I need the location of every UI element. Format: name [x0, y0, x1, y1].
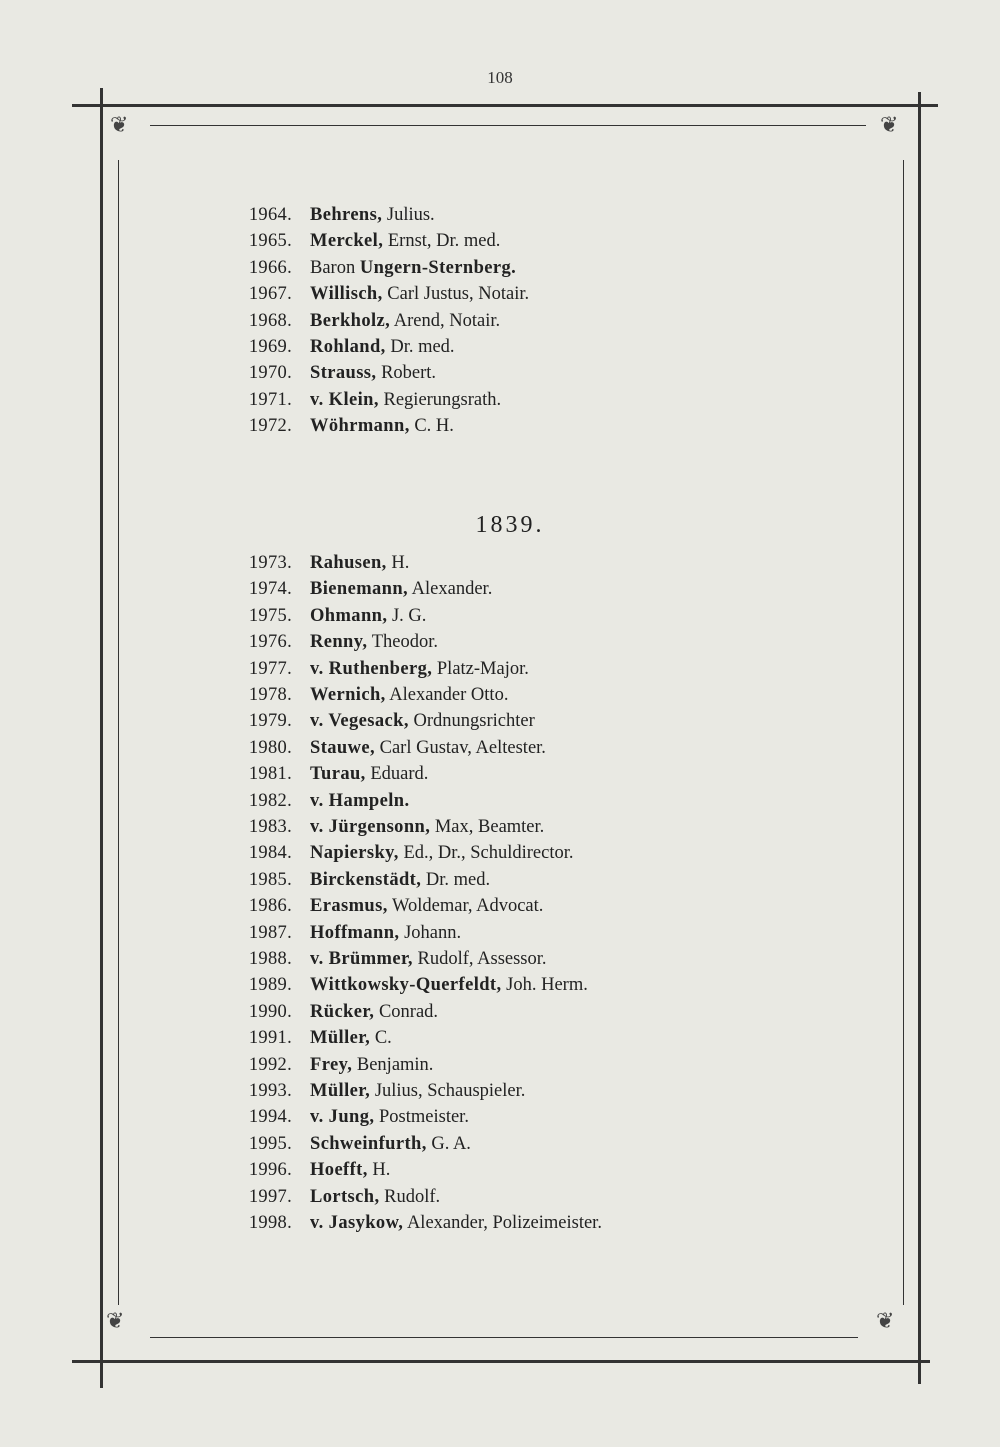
list-item [0, 870, 1000, 896]
entry-details: Conrad. [374, 1001, 439, 1022]
list-item [0, 1107, 1000, 1133]
entry-text [310, 1002, 438, 1023]
entry-text [310, 205, 435, 226]
entry-number: 1978. [248, 685, 292, 705]
list-item [0, 632, 1000, 658]
entry-details: Theodor. [367, 632, 438, 653]
entry-name: Napiersky, [310, 843, 399, 864]
corner-ornament-bottom-left: ❦ [106, 1308, 125, 1333]
entry-text [310, 363, 436, 384]
entry-text [310, 1187, 440, 1208]
year-heading: 1839. [475, 512, 545, 538]
entry-details: Rudolf. [379, 1186, 441, 1207]
entry-details: Julius, Schauspieler. [370, 1081, 526, 1101]
entry-text [310, 923, 461, 944]
entry-details: Benjamin. [352, 1054, 434, 1075]
entry-text [310, 1055, 433, 1076]
list-item [0, 363, 1000, 389]
entry-text [310, 1213, 602, 1234]
entry-number: 1972. [248, 416, 292, 437]
entry-details: Dr. med. [385, 337, 455, 357]
entry-number: 1967. [248, 284, 292, 305]
entry-text [310, 1081, 525, 1102]
entry-number: 1992. [248, 1054, 292, 1075]
entry-name: v. Hampeln. [310, 790, 410, 811]
entry-text [310, 1134, 471, 1155]
entry-details: J. G. [387, 605, 427, 626]
list-item [0, 659, 1000, 685]
entry-details: Carl Gustav, Aeltester. [375, 737, 546, 758]
list-item [0, 975, 1000, 1001]
entry-number: 1975. [248, 605, 292, 626]
entry-name: Birckenstädt, [310, 869, 422, 890]
entry-text [310, 896, 543, 917]
entry-number: 1994. [248, 1107, 292, 1128]
entry-text [310, 817, 544, 838]
entry-details: Johann. [399, 922, 462, 943]
entry-text [310, 311, 500, 332]
list-item [0, 791, 1000, 817]
entry-name: v. Klein, [310, 389, 379, 410]
entry-details: Platz-Major. [432, 658, 529, 679]
entry-number: 1970. [248, 363, 292, 384]
entry-number: 1981. [248, 764, 292, 785]
entry-number: 1998. [248, 1213, 292, 1233]
entry-name: v. Jasykow, [310, 1213, 404, 1233]
entry-name: Wöhrmann, [310, 416, 410, 437]
list-item [0, 606, 1000, 632]
entry-number: 1989. [248, 975, 292, 996]
entry-details: Regierungsrath. [378, 389, 502, 410]
corner-ornament-bottom-right: ❦ [876, 1308, 895, 1333]
entry-text [310, 284, 529, 305]
entry-name: Müller, [310, 1028, 371, 1049]
entry-details: Ordnungsrichter [408, 711, 535, 732]
entry-details: C. [370, 1028, 392, 1049]
list-item [0, 284, 1000, 310]
entry-name: Frey, [310, 1054, 353, 1075]
entry-name: v. Vegesack, [310, 711, 409, 732]
page-number: 108 [487, 68, 513, 87]
entry-number: 1988. [248, 949, 292, 969]
entry-name: Schweinfurth, [310, 1133, 427, 1154]
entry-details: Carl Justus, Notair. [382, 284, 530, 305]
entry-number: 1990. [248, 1001, 292, 1022]
entry-prefix: Baron [310, 257, 360, 278]
list-item [0, 1134, 1000, 1160]
entry-details: Joh. Herm. [501, 975, 588, 996]
entry-name: Stauwe, [310, 737, 375, 758]
entry-text [310, 975, 588, 996]
entry-details: Max, Beamter. [430, 817, 545, 837]
entry-name: Müller, [310, 1081, 371, 1101]
entry-name: Wittkowsky-Querfeldt, [310, 975, 502, 996]
entry-details: Postmeister. [374, 1107, 469, 1128]
entry-number: 1977. [248, 658, 292, 679]
list-item [0, 923, 1000, 949]
entry-name: v. Brümmer, [310, 949, 413, 969]
entry-details: Ernst, Dr. med. [383, 231, 501, 252]
entry-name: Lortsch, [310, 1186, 380, 1207]
entry-details: Robert. [376, 363, 437, 384]
entry-text [310, 949, 547, 970]
entry-number: 1979. [248, 711, 292, 732]
entry-details: Dr. med. [421, 869, 491, 890]
entry-details: Arend, Notair. [390, 310, 501, 331]
list-item [0, 553, 1000, 579]
entry-text [310, 337, 455, 358]
entry-details: Ed., Dr., Schuldirector. [398, 843, 574, 864]
entry-number: 1991. [248, 1028, 292, 1049]
entry-text [310, 579, 492, 600]
entry-name: v. Jürgensonn, [310, 817, 431, 837]
entry-details: G. A. [426, 1133, 471, 1154]
entry-details: H. [386, 553, 410, 573]
frame-top-inner [150, 125, 866, 126]
entry-text [310, 659, 529, 680]
entry-number: 1973. [248, 553, 292, 573]
entry-number: 1971. [248, 389, 292, 410]
corner-ornament-top-left: ❦ [110, 112, 129, 137]
list-item [0, 949, 1000, 975]
entry-name: Willisch, [310, 284, 383, 305]
entry-details: Julius. [382, 205, 435, 225]
entry-number: 1980. [248, 737, 292, 758]
entry-text [310, 390, 501, 411]
entry-text [310, 231, 500, 252]
entry-name: Hoefft, [310, 1160, 368, 1181]
entry-name: Rücker, [310, 1001, 375, 1022]
entry-name: Rahusen, [310, 553, 387, 573]
list-item [0, 337, 1000, 363]
entry-name: Bienemann, [310, 579, 409, 600]
entry-text [310, 258, 516, 279]
list-item [0, 1028, 1000, 1054]
entry-name: Merckel, [310, 231, 384, 252]
frame-top-outer [72, 104, 938, 107]
list-item [0, 231, 1000, 257]
list-item [0, 896, 1000, 922]
entry-name: Erasmus, [310, 896, 388, 917]
list-item [0, 579, 1000, 605]
entry-details: C. H. [409, 416, 454, 437]
list-item [0, 416, 1000, 442]
entry-details: Rudolf, Assessor. [412, 949, 547, 969]
entry-text [310, 553, 409, 574]
list-item [0, 1081, 1000, 1107]
entry-text [310, 791, 409, 812]
corner-ornament-top-right: ❦ [880, 112, 899, 137]
entry-number: 1968. [248, 310, 292, 331]
entry-text [310, 843, 574, 864]
entry-details: Eduard. [365, 764, 429, 785]
list-item [0, 685, 1000, 711]
entry-text [310, 1160, 390, 1181]
entry-name: v. Jung, [310, 1107, 375, 1128]
list-item [0, 817, 1000, 843]
entry-name: Wernich, [310, 685, 386, 705]
entry-text [310, 1107, 469, 1128]
entry-number: 1983. [248, 817, 292, 837]
entry-text [310, 764, 428, 785]
entry-name: Rohland, [310, 337, 386, 357]
list-item [0, 1002, 1000, 1028]
list-item [0, 1213, 1000, 1239]
entry-number: 1986. [248, 896, 292, 917]
frame-bottom-outer [72, 1360, 930, 1363]
entry-name: Strauss, [310, 363, 377, 384]
entry-details: Alexander, Polizeimeister. [403, 1213, 602, 1233]
list-item [0, 205, 1000, 231]
entry-text [310, 870, 490, 891]
list-item [0, 764, 1000, 790]
entry-number: 1982. [248, 790, 292, 811]
entry-details: Alexander Otto. [385, 685, 509, 705]
entry-number: 1995. [248, 1133, 292, 1154]
entry-number: 1987. [248, 922, 292, 943]
entry-number: 1974. [248, 579, 292, 600]
entry-text [310, 685, 508, 706]
entry-number: 1984. [248, 843, 292, 864]
entry-text [310, 632, 438, 653]
entry-number: 1965. [248, 231, 292, 252]
entry-details: Alexander. [408, 579, 493, 600]
entry-name: Ungern-Sternberg. [359, 257, 517, 278]
entry-number: 1976. [248, 632, 292, 653]
entry-name: Renny, [310, 632, 368, 653]
entry-details: Woldemar, Advocat. [387, 896, 544, 917]
frame-bottom-inner [150, 1337, 858, 1338]
entry-text [310, 1028, 392, 1049]
list-item [0, 1055, 1000, 1081]
entry-name: v. Ruthenberg, [310, 658, 433, 679]
list-item [0, 390, 1000, 416]
entry-details: H. [367, 1160, 391, 1181]
list-item [0, 843, 1000, 869]
entry-text [310, 416, 454, 437]
list-item [0, 1160, 1000, 1186]
list-item [0, 738, 1000, 764]
entry-name: Behrens, [310, 205, 383, 225]
entry-name: Berkholz, [310, 310, 391, 331]
list-item [0, 258, 1000, 284]
entry-number: 1966. [248, 257, 292, 278]
entry-name: Ohmann, [310, 605, 388, 626]
list-item [0, 311, 1000, 337]
entry-text [310, 738, 546, 759]
entry-text [310, 711, 535, 732]
entry-number: 1964. [248, 205, 292, 225]
entry-number: 1997. [248, 1186, 292, 1207]
entry-name: Turau, [310, 764, 366, 785]
entry-number: 1993. [248, 1081, 292, 1101]
entry-number: 1969. [248, 337, 292, 357]
entry-number: 1996. [248, 1160, 292, 1181]
list-item [0, 1187, 1000, 1213]
entry-number: 1985. [248, 869, 292, 890]
entry-name: Hoffmann, [310, 922, 400, 943]
list-item [0, 711, 1000, 737]
entry-text [310, 606, 426, 627]
